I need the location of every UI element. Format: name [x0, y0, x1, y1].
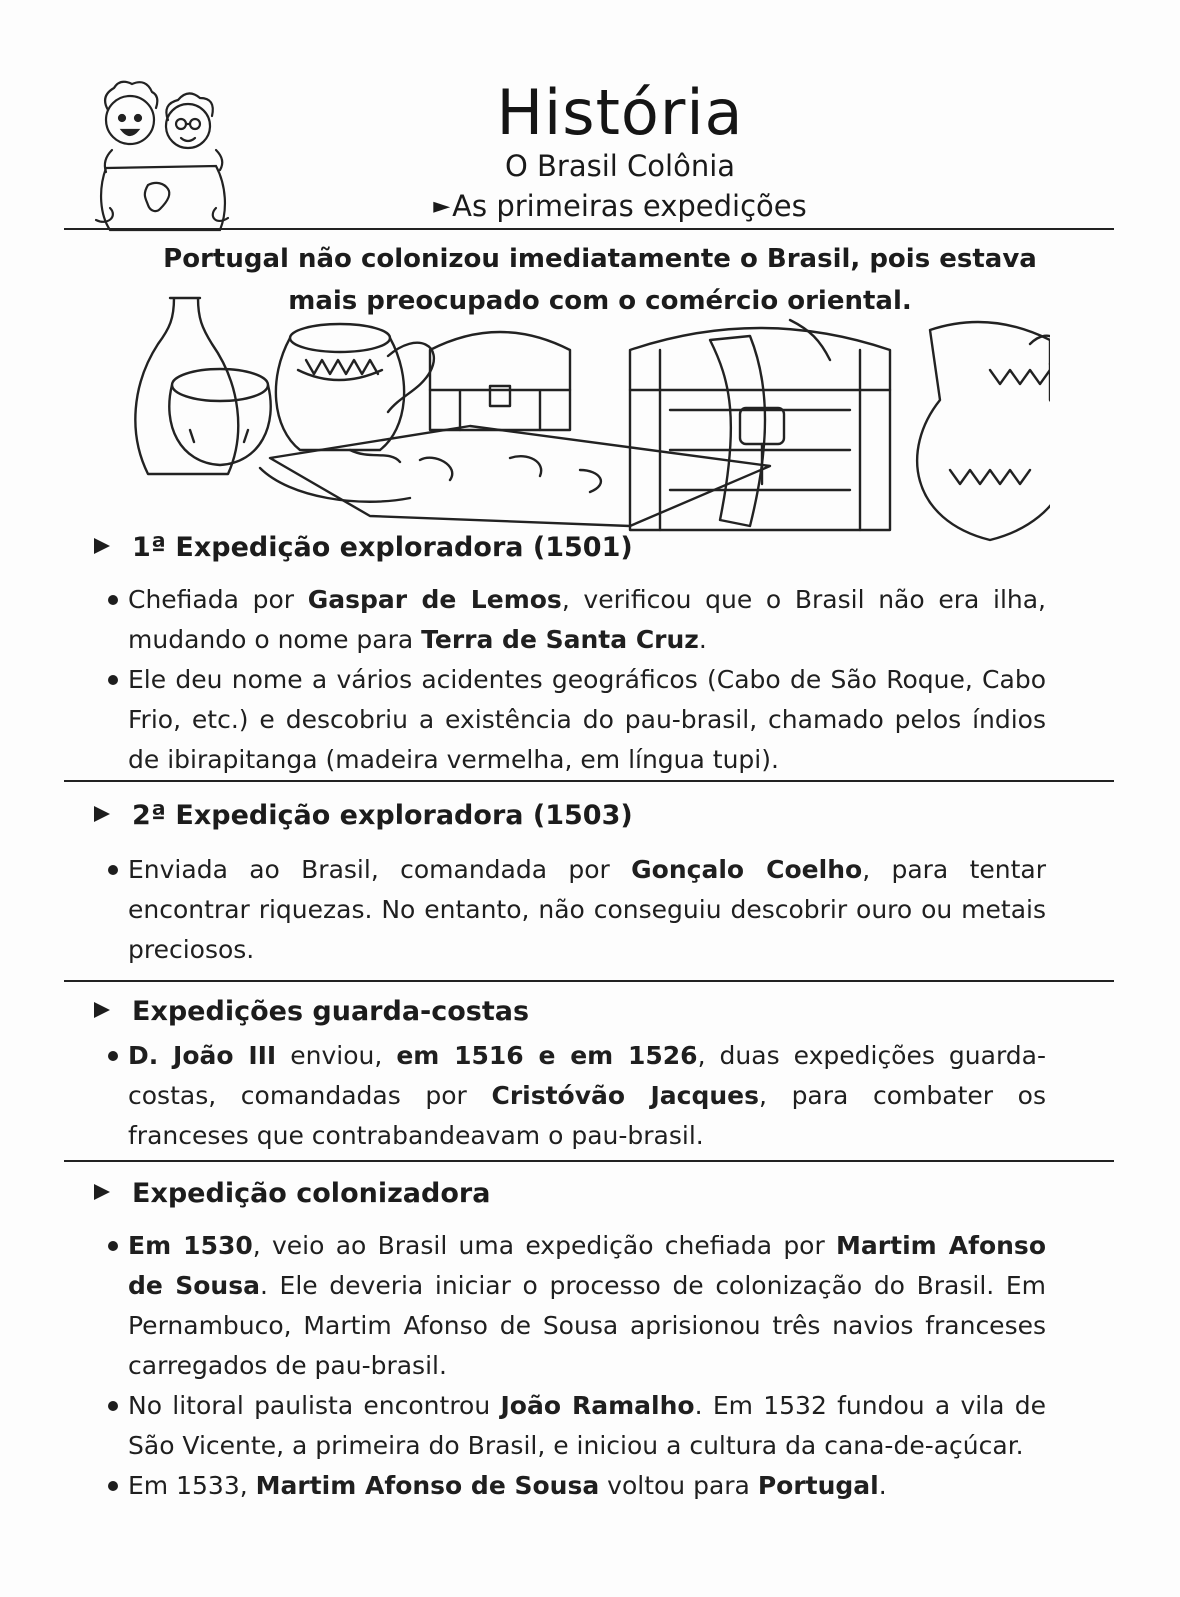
triangle-bullet-icon	[94, 538, 110, 554]
section-heading	[94, 1176, 490, 1212]
topic-heading-text: As primeiras expedições	[452, 189, 807, 223]
section-bullets	[106, 1226, 1046, 1506]
oriental-trade-goods-illustration	[130, 290, 1050, 560]
section-heading-text: Expedições guarda-costas	[132, 996, 530, 1027]
bold-term: João Ramalho	[500, 1391, 695, 1420]
bold-term: Gaspar de Lemos	[307, 585, 562, 614]
bullet-item: Enviada ao Brasil, comandada por Gonçalo Coelho, para tentar encontrar riquezas. No entanto, não conseguiu descobrir ouro ou metais preciosos.	[106, 850, 1046, 970]
triangle-bullet-icon	[94, 1002, 110, 1018]
bullet-dot-icon	[108, 675, 118, 685]
kids-with-brazil-map-illustration	[88, 80, 238, 236]
page-title: História	[496, 76, 744, 149]
triangle-bullet-icon	[94, 1184, 110, 1200]
bold-term: Martim Afonso de Sousa	[128, 1231, 1046, 1300]
bold-term: Cristóvão Jacques	[491, 1081, 759, 1110]
bullet-dot-icon	[108, 595, 118, 605]
bold-term: Gonçalo Coelho	[631, 855, 863, 884]
divider	[64, 228, 1114, 230]
section-heading-text: Expedição colonizadora	[132, 1178, 491, 1209]
bullet-item: Em 1530, veio ao Brasil uma expedição chefiada por Martim Afonso de Sousa. Ele deveria iniciar o processo de colonização do Brasil. Em Pernambuco, Martim Afonso de Sousa aprisionou três navios franceses carregados de pau-brasil.	[106, 1226, 1046, 1386]
section-heading	[94, 530, 633, 566]
divider	[64, 780, 1114, 782]
intro-text: Portugal não colonizou imediatamente o Brasil, pois estava mais preocupado com o comércio oriental.	[163, 244, 1037, 316]
bullet-item: Chefiada por Gaspar de Lemos, verificou que o Brasil não era ilha, mudando o nome para Terra de Santa Cruz.	[106, 580, 1046, 660]
bold-term: Em 1530	[128, 1231, 253, 1260]
bullet-dot-icon	[108, 1401, 118, 1411]
section-bullets	[106, 850, 1046, 970]
bullet-item: No litoral paulista encontrou João Ramalho. Em 1532 fundou a vila de São Vicente, a primeira do Brasil, e iniciou a cultura da cana-de-açúcar.	[106, 1386, 1046, 1466]
divider	[64, 1160, 1114, 1162]
section-heading	[94, 798, 633, 834]
bullet-item: Ele deu nome a vários acidentes geográficos (Cabo de São Roque, Cabo Frio, etc.) e descobriu a existência do pau-brasil, chamado pelos índios de ibirapitanga (madeira vermelha, em língua tupi).	[106, 660, 1046, 780]
bold-term: Portugal	[757, 1471, 879, 1500]
section-heading-text: 1ª Expedição exploradora (1501)	[132, 532, 633, 563]
page-subtitle: O Brasil Colônia	[504, 149, 736, 183]
topic-heading	[380, 188, 860, 225]
bullet-item: D. João III enviou, em 1516 e em 1526, duas expedições guarda-costas, comandadas por Cristóvão Jacques, para combater os franceses que contrabandeavam o pau-brasil.	[106, 1036, 1046, 1156]
section-bullets	[106, 1036, 1046, 1156]
section-bullets	[106, 580, 1046, 780]
bullet-dot-icon	[108, 1051, 118, 1061]
section-heading-text: 2ª Expedição exploradora (1503)	[132, 800, 633, 831]
bullet-dot-icon	[108, 865, 118, 875]
triangle-bullet-icon	[94, 806, 110, 822]
arrow-right-icon: ►	[433, 194, 451, 219]
bold-term: em 1516 e em 1526	[396, 1041, 698, 1070]
bullet-dot-icon	[108, 1481, 118, 1491]
divider	[64, 980, 1114, 982]
bold-term: D. João III	[128, 1041, 277, 1070]
bold-term: Martim Afonso de Sousa	[255, 1471, 600, 1500]
bullet-dot-icon	[108, 1241, 118, 1251]
bullet-item: Em 1533, Martim Afonso de Sousa voltou para Portugal.	[106, 1466, 1046, 1506]
bold-term: Terra de Santa Cruz	[421, 625, 699, 654]
section-heading	[94, 994, 529, 1030]
